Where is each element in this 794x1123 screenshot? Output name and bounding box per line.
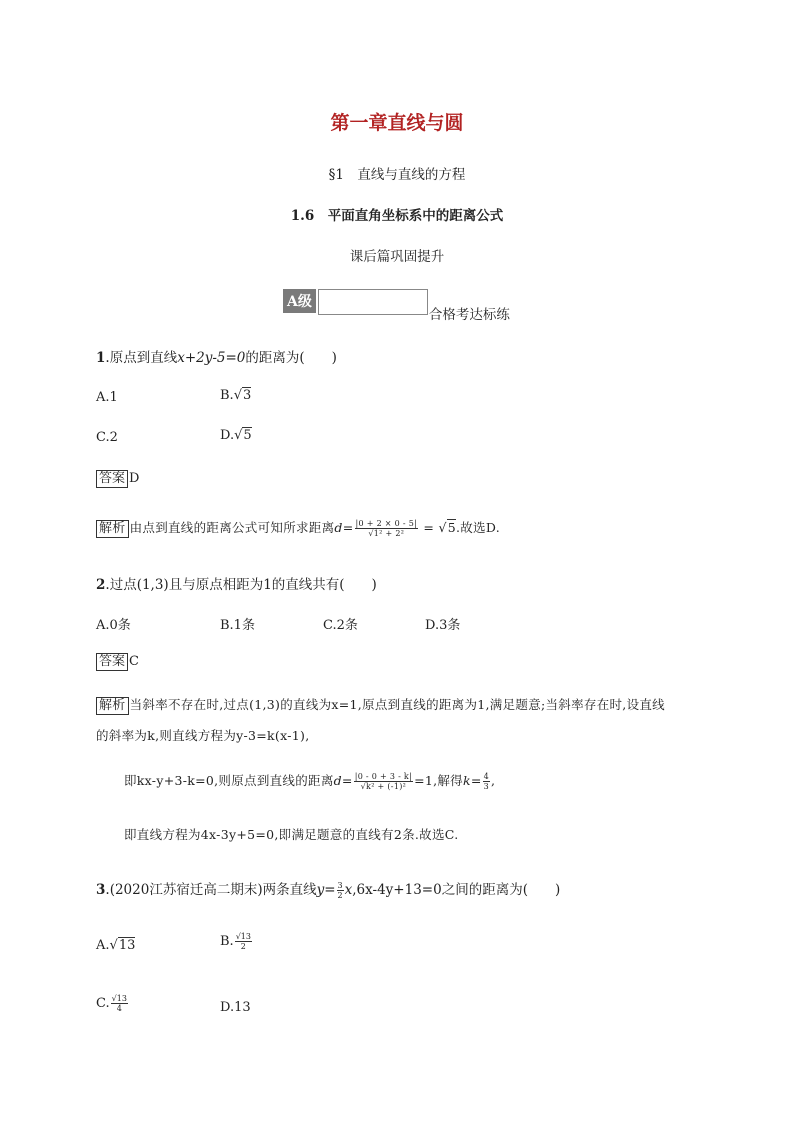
denominator: √k² + (-1)² (360, 782, 407, 791)
distance-fraction (354, 772, 413, 791)
analysis-2-line-4: 即直线方程为4x-3y+5=0,即满足题意的直线有2条.故选C. (124, 827, 459, 842)
analysis-2-line-2: 的斜率为k,则直线方程为y-3=k(x-1), (96, 728, 310, 743)
variable: d= (333, 773, 353, 788)
option-b (220, 388, 251, 403)
option-b: B.1条 (220, 618, 255, 633)
question-number: 3 (96, 882, 106, 898)
denominator: 4 (116, 1004, 122, 1013)
radicand: 5 (243, 428, 252, 443)
section-title: §1 直线与直线的方程 (328, 167, 466, 183)
option-a: A.1 (96, 390, 118, 405)
question-number: 1 (96, 350, 106, 366)
slope-fraction (337, 881, 344, 900)
option-a: A.0条 (96, 618, 131, 633)
stem-text: .(2020江苏宿迁高二期末)两条直线 (105, 882, 317, 898)
variable: d= (334, 520, 354, 535)
analysis-1 (96, 518, 500, 538)
analysis-text: 由点到直线的距离公式可知所求距离 (129, 520, 335, 535)
option-b (220, 932, 253, 951)
k-fraction (483, 772, 490, 791)
chapter-title: 第一章直线与圆 (330, 112, 464, 134)
variable: x (344, 882, 353, 898)
numerator: 3 (337, 881, 343, 890)
answer-1 (96, 470, 139, 488)
equals: = (419, 520, 439, 535)
option-d: D.13 (220, 1000, 251, 1015)
sqrt-expression: √3 (233, 388, 252, 403)
practice-title: 课后篇巩固提升 (349, 249, 445, 265)
analysis-text: 当斜率不存在时,过点(1,3)的直线为x=1,原点到直线的距离为1,满足题意;当斜率存在时,设直线 (129, 697, 665, 712)
option-d (220, 428, 252, 443)
answer-tag: 答案 (96, 470, 128, 488)
analysis-text: , (491, 773, 496, 788)
analysis-text: .故选D. (455, 520, 501, 535)
question-number: 2 (96, 577, 106, 593)
radicand: 5 (447, 520, 456, 535)
variable: k= (462, 773, 482, 788)
denominator-radicand: k² + (-1)² (366, 782, 407, 791)
analysis-tag: 解析 (96, 697, 129, 715)
option-label: D. (220, 428, 235, 443)
distance-fraction (355, 519, 419, 538)
level-box-frame (318, 289, 428, 315)
denominator: 2 (337, 891, 343, 900)
answer-value: C (129, 654, 139, 669)
denominator-radicand: 1² + 2² (373, 529, 405, 538)
variable: y= (316, 882, 336, 898)
denominator: 2 (240, 942, 246, 951)
level-label: 合格考达标练 (428, 307, 510, 323)
option-label: B. (220, 934, 234, 949)
numerator: √13 (111, 994, 127, 1003)
option-a (96, 938, 135, 953)
question-1-stem (96, 346, 337, 366)
radicand: 3 (242, 388, 252, 403)
numerator: |0 - 0 + 3 - k| (354, 772, 413, 781)
radicand: 13 (118, 938, 136, 953)
subsection-title: 1.6 平面直角坐标系中的距离公式 (290, 208, 504, 224)
option-d: D.3条 (425, 618, 461, 633)
radicand: 13 (116, 994, 127, 1003)
answer-2 (96, 653, 139, 671)
sqrt-expression: √5 (234, 428, 252, 443)
denominator: √1² + 2² (368, 529, 405, 538)
numerator: |0 + 2 × 0 - 5| (355, 519, 418, 528)
analysis-text: 即kx-y+3-k=0,则原点到直线的距离 (124, 773, 334, 788)
option-c: C.2条 (323, 618, 358, 633)
analysis-2-line-1 (96, 695, 665, 715)
answer-value: D (129, 471, 140, 486)
question-2-stem (96, 573, 377, 593)
question-3-stem (96, 878, 560, 900)
option-label: B. (220, 388, 234, 403)
equation: x+2y-5=0 (177, 350, 246, 366)
option-label: A. (96, 938, 110, 953)
analysis-2-line-3 (124, 771, 495, 791)
denominator: 3 (483, 782, 490, 791)
sqrt-expression: √5 (438, 520, 456, 535)
level-tag: A级 (283, 289, 316, 313)
stem-text: .原点到直线 (105, 350, 178, 366)
numerator: √13 (235, 932, 251, 941)
stem-text: .过点(1,3)且与原点相距为1的直线共有( ) (105, 577, 377, 593)
stem-text: ,6x-4y+13=0之间的距离为( ) (352, 882, 561, 898)
numerator: 4 (483, 772, 490, 781)
level-header (283, 289, 510, 323)
option-c: C.2 (96, 430, 118, 445)
option-c (96, 994, 129, 1013)
answer-tag: 答案 (96, 653, 128, 671)
option-fraction (235, 932, 252, 951)
stem-text: 的距离为( ) (245, 350, 337, 366)
option-fraction (111, 994, 128, 1013)
analysis-tag: 解析 (96, 520, 129, 538)
analysis-text: =1,解得 (414, 773, 463, 788)
sqrt-expression: √13 (109, 938, 136, 953)
option-label: C. (96, 996, 110, 1011)
radicand: 13 (240, 932, 251, 941)
